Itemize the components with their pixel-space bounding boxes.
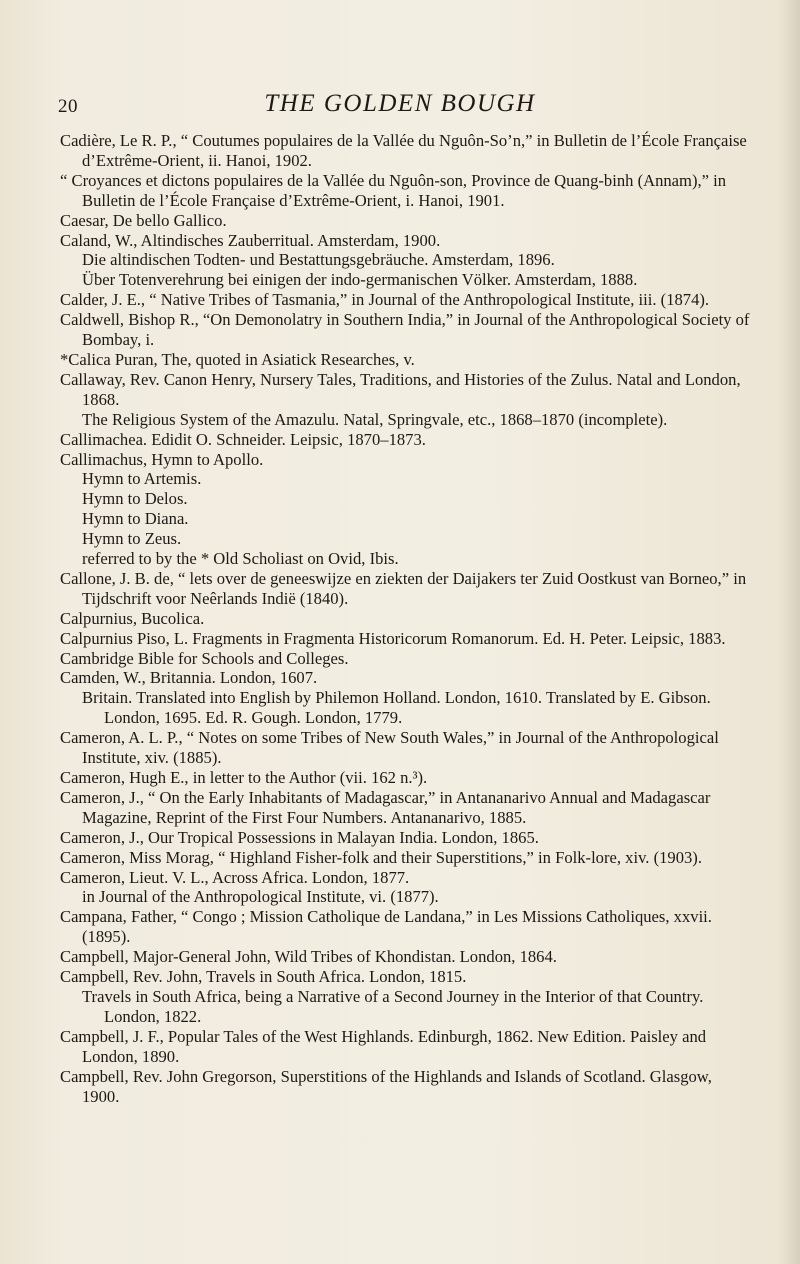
bibliography-entry: Cameron, Miss Morag, “ Highland Fisher-folk and their Superstitions,” in Folk-lore, xiv. (1903). <box>60 847 702 867</box>
bibliography-entry: Callimachus, Hymn to Apollo. <box>60 449 264 469</box>
bibliography-subentry: Hymn to Zeus. <box>82 529 182 549</box>
bibliography-subentry: Über Totenverehrung bei einigen der indo-germanischen Völker. Amsterdam, 1888. <box>82 270 638 290</box>
bibliography-entry: Campana, Father, “ Congo ; Mission Catholique de Landana,” in Les Missions Catholiques, xxvii. (1895). <box>60 907 712 947</box>
bibliography-entry: Cameron, A. L. P., “ Notes on some Tribes of New South Wales,” in Journal of the Anthropological Institute, xiv. (1885). <box>60 728 719 768</box>
bibliography-entry: Cameron, J., Our Tropical Possessions in Malayan India. London, 1865. <box>60 827 539 847</box>
bibliography-entry: Calder, J. E., “ Native Tribes of Tasmania,” in Journal of the Anthropological Institute, iii. (1874). <box>60 290 710 310</box>
bibliography-entry: Cambridge Bible for Schools and Colleges. <box>60 648 349 668</box>
page-number: 20 <box>58 96 78 117</box>
bibliography-entry: “ Croyances et dictons populaires de la Vallée du Nguôn-son, Province de Quang-binh (Annam),” in Bulletin de l’École Française d’Extrême-Orient, i. Hanoi, 1901. <box>60 170 727 210</box>
bibliography-subentry: Britain. Translated into English by Philemon Holland. London, 1610. Translated by E. Gibson. London, 1695. Ed. R. Gough. London, 1779. <box>82 688 711 728</box>
bibliography-subentry: Die altindischen Todten- und Bestattungsgebräuche. Amsterdam, 1896. <box>82 250 555 270</box>
bibliography-entry: Campbell, Major-General John, Wild Tribes of Khondistan. London, 1864. <box>60 947 557 967</box>
bibliography-entry: Cadière, Le R. P., “ Coutumes populaires de la Vallée du Nguôn-So’n,” in Bulletin de l’École Française d’Extrême-Orient, ii. Hanoi, 1902. <box>60 131 747 170</box>
bibliography-subentry: Hymn to Delos. <box>82 489 188 509</box>
bibliography-entry: Caland, W., Altindisches Zauberritual. Amsterdam, 1900. <box>60 230 441 250</box>
bibliography-entry: Caldwell, Bishop R., “On Demonolatry in Southern India,” in Journal of the Anthropological Society of Bombay, i. <box>60 310 750 350</box>
bibliography-entry: Callimachea. Edidit O. Schneider. Leipsic, 1870–1873. <box>60 429 426 449</box>
bibliography-entry: Callaway, Rev. Canon Henry, Nursery Tales, Traditions, and Histories of the Zulus. Natal and London, 1868. <box>60 369 741 409</box>
bibliography-entry: Calpurnius, Bucolica. <box>60 608 205 628</box>
bibliography-subentry: The Religious System of the Amazulu. Natal, Springvale, etc., 1868–1870 (incomplete). <box>82 409 668 429</box>
bibliography-list <box>60 131 750 1106</box>
bibliography-entry: Campbell, Rev. John Gregorson, Superstitions of the Highlands and Islands of Scotland. Glasgow, 1900. <box>60 1066 712 1106</box>
page-header <box>0 88 800 120</box>
bibliography-entry: Camden, W., Britannia. London, 1607. <box>60 668 318 688</box>
bibliography-entry: Cameron, Hugh E., in letter to the Author (vii. 162 n.³). <box>60 768 428 787</box>
bibliography-subentry: Hymn to Artemis. <box>82 469 202 489</box>
bibliography-subentry: Hymn to Diana. <box>82 509 189 529</box>
bibliography-entry: Campbell, Rev. John, Travels in South Africa. London, 1815. <box>60 967 467 987</box>
bibliography-entry: Cameron, J., “ On the Early Inhabitants of Madagascar,” in Antananarivo Annual and Madagascar Magazine, Reprint of the First Four Numbers. Antananarivo, 1885. <box>60 787 711 827</box>
bibliography-entry: Callone, J. B. de, “ lets over de geneeswijze en ziekten der Daijakers ter Zuid Oostkust van Borneo,” in Tijdschrift voor Neêrlands Indië (1840). <box>60 568 747 608</box>
bibliography-entry: Calpurnius Piso, L. Fragments in Fragmenta Historicorum Romanorum. Ed. H. Peter. Leipsic, 1883. <box>60 628 726 648</box>
bibliography-entry: Campbell, J. F., Popular Tales of the West Highlands. Edinburgh, 1862. New Edition. Paisley and London, 1890. <box>60 1026 707 1066</box>
page-edge-shadow <box>778 0 800 1264</box>
bibliography-entry: Cameron, Lieut. V. L., Across Africa. London, 1877. <box>60 867 410 887</box>
bibliography-subentry: referred to by the * Old Scholiast on Ovid, Ibis. <box>82 549 399 569</box>
bibliography-subentry: in Journal of the Anthropological Institute, vi. (1877). <box>82 887 439 907</box>
running-title: THE GOLDEN BOUGH <box>264 90 536 117</box>
bibliography-subentry: Travels in South Africa, being a Narrative of a Second Journey in the Interior of that Country. London, 1822. <box>82 986 704 1026</box>
bibliography-entry: Caesar, De bello Gallico. <box>60 210 227 230</box>
bibliography-entry: *Calica Puran, The, quoted in Asiatick Researches, v. <box>60 349 415 369</box>
